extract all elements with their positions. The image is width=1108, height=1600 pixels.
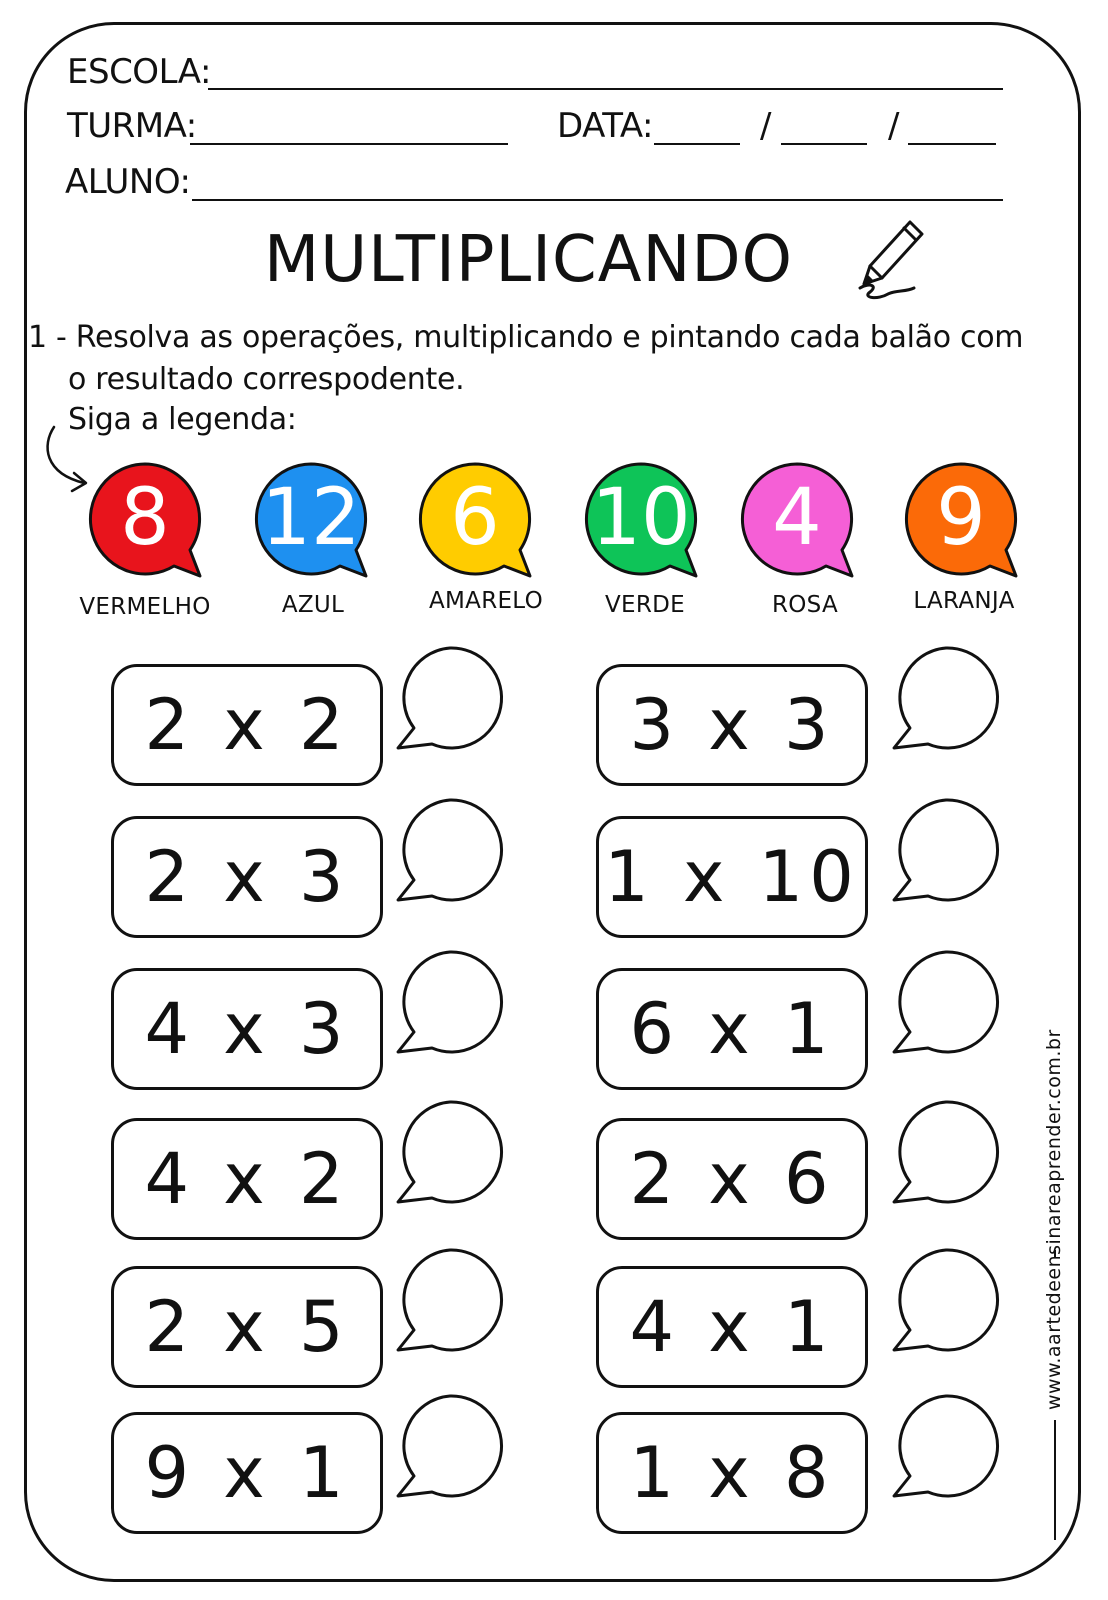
- legend-number: 10: [591, 473, 691, 563]
- operation-card: [111, 968, 383, 1090]
- date-day-field[interactable]: [654, 143, 740, 145]
- answer-balloon[interactable]: [392, 1392, 504, 1504]
- instruction-line-3: Siga a legenda:: [68, 402, 297, 437]
- legend-balloon: [584, 462, 698, 576]
- turma-field[interactable]: [190, 143, 508, 145]
- legend-number: 4: [772, 473, 822, 563]
- operation-text: 4 x 1: [629, 1286, 835, 1368]
- answer-balloon[interactable]: [392, 644, 504, 756]
- legend-balloon: [904, 462, 1018, 576]
- legend-balloon: [88, 462, 202, 576]
- operation-text: 1 x 10: [604, 836, 860, 918]
- operation-text: 4 x 2: [144, 1138, 350, 1220]
- answer-balloon[interactable]: [392, 948, 504, 1060]
- escola-field[interactable]: [208, 88, 1003, 90]
- data-label: DATA:: [557, 106, 653, 146]
- legend-number: 8: [120, 473, 170, 563]
- operation-card: [596, 968, 868, 1090]
- operation-card: [111, 1118, 383, 1240]
- operation-card: [111, 1266, 383, 1388]
- operation-text: 2 x 6: [629, 1138, 835, 1220]
- operation-card: [596, 1266, 868, 1388]
- legend-balloon: [740, 462, 854, 576]
- legend-color-label: VERDE: [605, 592, 685, 618]
- operation-card: [111, 664, 383, 786]
- legend-color-label: AZUL: [281, 592, 345, 618]
- answer-balloon[interactable]: [888, 948, 1000, 1060]
- answer-balloon[interactable]: [392, 1098, 504, 1210]
- operation-card: [596, 1118, 868, 1240]
- turma-label: TURMA:: [67, 106, 197, 146]
- answer-balloon[interactable]: [888, 1098, 1000, 1210]
- operation-card: [596, 1412, 868, 1534]
- escola-label: ESCOLA:: [67, 52, 211, 92]
- date-separator: /: [760, 106, 772, 146]
- site-url: www.aartedeensinareaprender.com.br: [1043, 1029, 1065, 1410]
- legend-color-label: AMARELO: [428, 588, 544, 614]
- legend-number: 12: [261, 473, 361, 563]
- operation-text: 9 x 1: [144, 1432, 350, 1514]
- operation-text: 2 x 2: [144, 684, 350, 766]
- answer-balloon[interactable]: [392, 1246, 504, 1358]
- instruction-line-2: o resultado correspodente.: [68, 362, 465, 397]
- operation-card: [596, 664, 868, 786]
- operation-text: 3 x 3: [629, 684, 835, 766]
- aluno-field[interactable]: [192, 199, 1003, 201]
- date-month-field[interactable]: [781, 143, 867, 145]
- legend-color-label: LARANJA: [913, 588, 1015, 614]
- legend-number: 9: [936, 473, 986, 563]
- answer-balloon[interactable]: [888, 796, 1000, 908]
- side-divider: [1054, 1250, 1056, 1258]
- answer-balloon[interactable]: [888, 1246, 1000, 1358]
- date-separator: /: [888, 106, 900, 146]
- operation-text: 1 x 8: [629, 1432, 835, 1514]
- pencil-icon: [848, 208, 928, 304]
- answer-balloon[interactable]: [392, 796, 504, 908]
- page-title: MULTIPLICANDO: [264, 223, 793, 297]
- answer-balloon[interactable]: [888, 1392, 1000, 1504]
- operation-text: 4 x 3: [144, 988, 350, 1070]
- legend-number: 6: [450, 473, 500, 563]
- aluno-label: ALUNO:: [65, 162, 191, 202]
- operation-card: [596, 816, 868, 938]
- answer-balloon[interactable]: [888, 644, 1000, 756]
- legend-balloon: [418, 462, 532, 576]
- legend-balloon: [254, 462, 368, 576]
- operation-card: [111, 816, 383, 938]
- operation-text: 2 x 5: [144, 1286, 350, 1368]
- legend-color-label: VERMELHO: [79, 594, 211, 620]
- legend-color-label: ROSA: [771, 592, 839, 618]
- side-divider: [1054, 1420, 1056, 1540]
- date-year-field[interactable]: [908, 143, 996, 145]
- instruction-line-1: 1 - Resolva as operações, multiplicando e pintando cada balão com: [28, 320, 1024, 355]
- operation-text: 6 x 1: [629, 988, 835, 1070]
- operation-text: 2 x 3: [144, 836, 350, 918]
- operation-card: [111, 1412, 383, 1534]
